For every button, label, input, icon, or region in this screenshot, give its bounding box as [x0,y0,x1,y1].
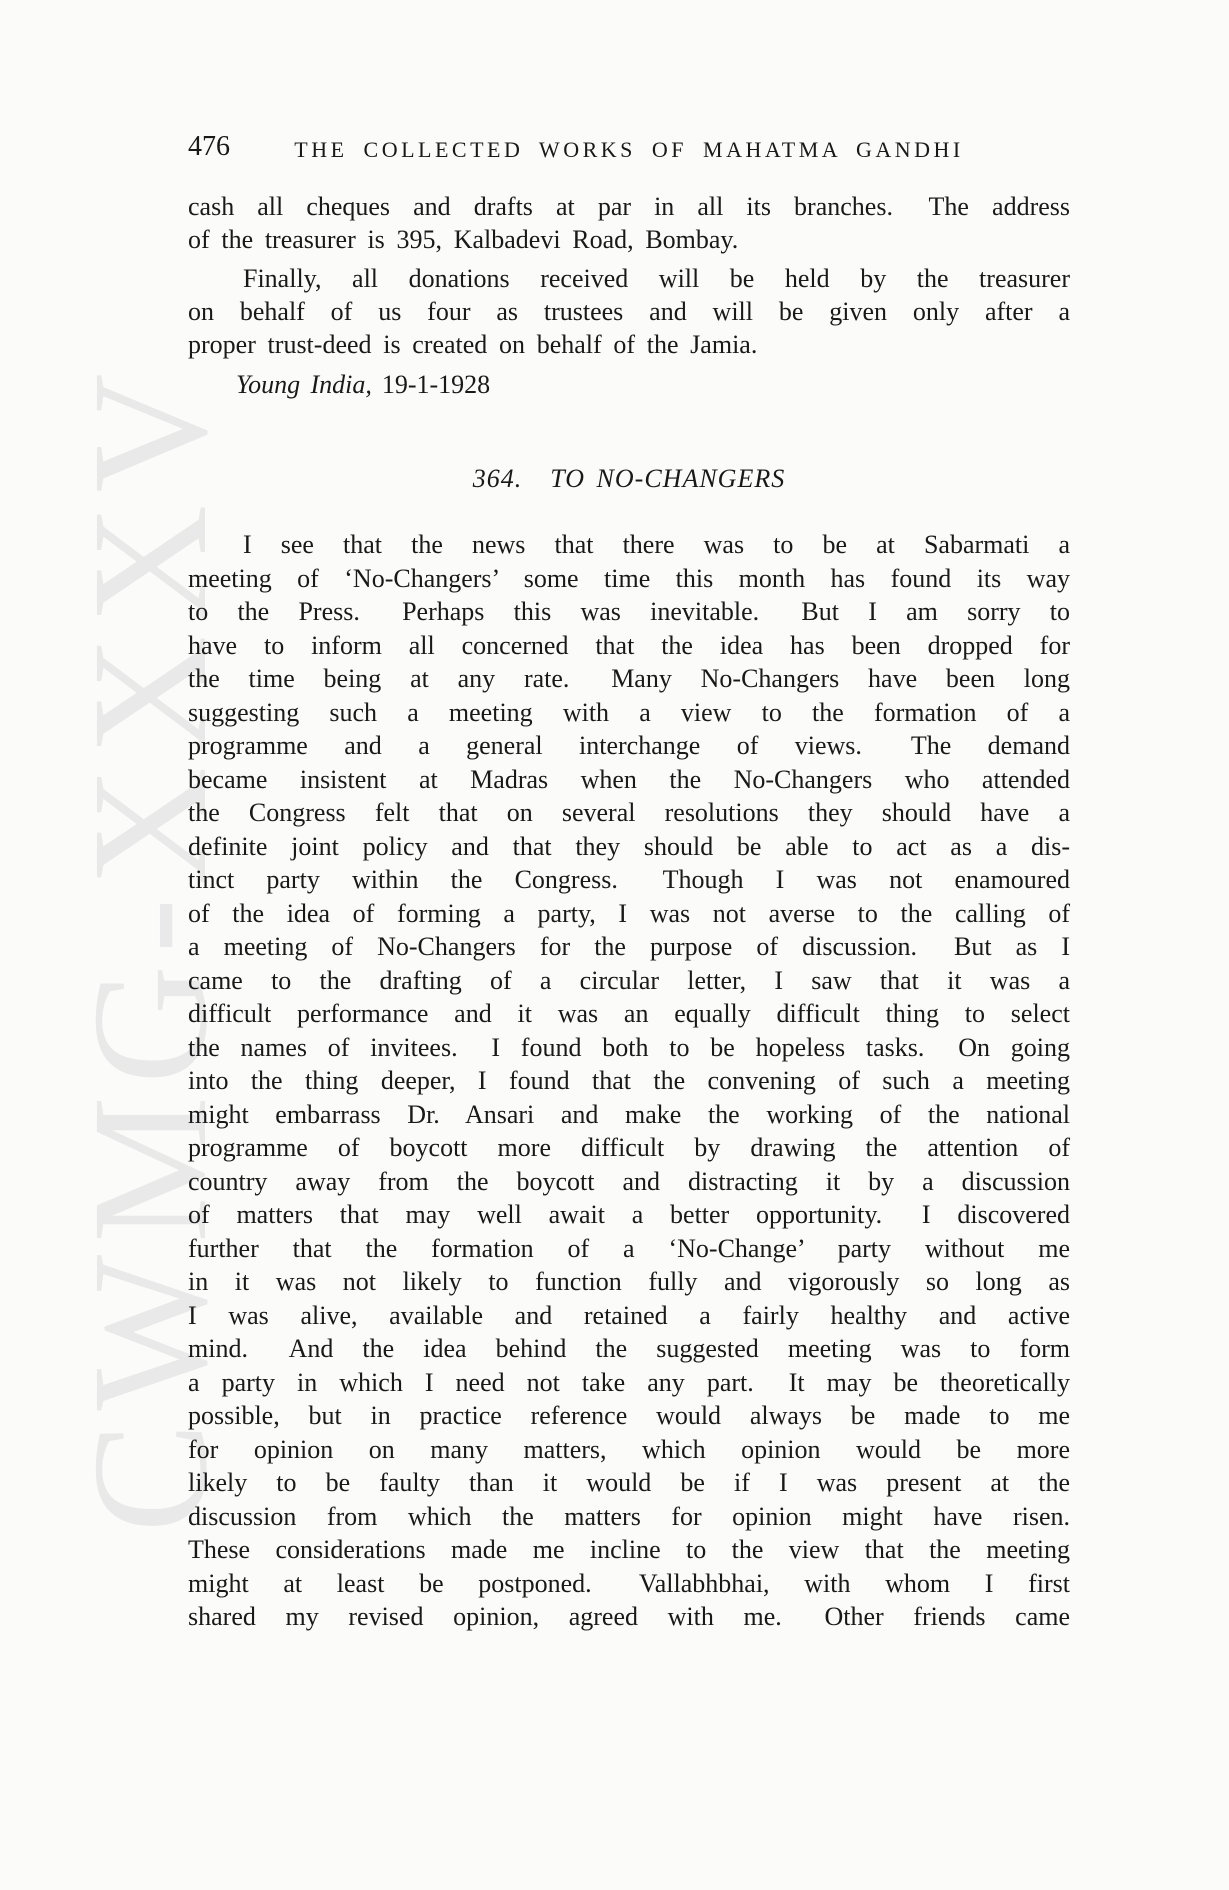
section-heading [188,462,1070,496]
text-column [188,132,1070,1634]
text-line: difficult performance and it was an equally difficult thing to select [188,999,1070,1028]
continuation-paragraph [188,190,1070,256]
source-date: 19-1-1928 [381,370,491,399]
text-line: might at least be postponed. Vallabhbhai, with whom I first [188,1568,1070,1598]
text-line: proper trust-deed is created on behalf of the Jamia. [188,330,758,359]
text-line: programme and a general interchange of views. The demand [188,731,1070,760]
text-line: further that the formation of a ‘No-Change’ party without me [188,1233,1070,1263]
text-line: meeting of ‘No-Changers’ some time this month has found its way [188,563,1070,593]
body-blocks [188,190,1070,1634]
text-line: I was alive, available and retained a fairly healthy and active [188,1300,1070,1330]
donations-paragraph [188,262,1070,361]
text-line: possible, but in practice reference would always be made to me [188,1401,1070,1430]
text-line: cash all cheques and drafts at par in all its branches. The address [188,192,1070,221]
text-line: came to the drafting of a circular letter, I saw that it was a [188,965,1070,995]
text-line: on behalf of us four as trustees and will be given only after a [188,297,1070,326]
text-line: of matters that may well await a better opportunity. I discovered [188,1200,1070,1229]
text-line: into the thing deeper, I found that the convening of such a meeting [188,1066,1070,1095]
text-line: likely to be faulty than it would be if I was present at the [188,1468,1070,1497]
text-line: programme of boycott more difficult by drawing the attention of [188,1133,1070,1162]
text-line: in it was not likely to function fully and vigorously so long as [188,1267,1070,1296]
text-line: shared my revised opinion, agreed with me. Other friends came [188,1602,1070,1631]
text-line: a party in which I need not take any part. It may be theoretically [188,1367,1070,1397]
text-line: of the idea of forming a party, I was not averse to the calling of [188,898,1070,928]
text-line: a meeting of No-Changers for the purpose of discussion. But as I [188,932,1070,961]
text-line: country away from the boycott and distracting it by a discussion [188,1166,1070,1196]
section-number: 364. [472,464,523,493]
text-line: discussion from which the matters for opinion might have risen. [188,1501,1070,1531]
text-line: tinct party within the Congress. Though I was not enamoured [188,865,1070,894]
running-title: THE COLLECTED WORKS OF MAHATMA GANDHI [294,137,964,162]
source-title: Young India, [236,370,372,399]
page-header [188,132,1070,190]
text-line: mind. And the idea behind the suggested meeting was to form [188,1334,1070,1363]
text-line: became insistent at Madras when the No-Changers who attended [188,764,1070,794]
page-number: 476 [188,131,230,162]
text-line: suggesting such a meeting with a view to the formation of a [188,697,1070,727]
text-line: of the treasurer is 395, Kalbadevi Road, Bombay. [188,225,739,254]
text-line: for opinion on many matters, which opinion would be more [188,1434,1070,1464]
text-line: have to inform all concerned that the idea has been dropped for [188,630,1070,660]
text-line: the names of invitees. I found both to be hopeless tasks. On going [188,1032,1070,1062]
text-line: might embarrass Dr. Ansari and make the working of the national [188,1099,1070,1129]
section-title: TO NO-CHANGERS [550,464,786,493]
text-line: I see that the news that there was to be at Sabarmati a [243,530,1070,559]
text-line: definite joint policy and that they should be able to act as a dis- [188,831,1070,861]
text-line: These considerations made me incline to the view that the meeting [188,1535,1070,1564]
text-line: Finally, all donations received will be held by the treasurer [243,264,1070,293]
text-line: the Congress felt that on several resolutions they should have a [188,798,1070,827]
main-paragraph [188,528,1070,1634]
source-citation [188,368,1070,401]
watermark-text: CWMG-XXXV [58,361,241,1533]
text-line: the time being at any rate. Many No-Changers have been long [188,664,1070,693]
text-line: to the Press. Perhaps this was inevitable. But I am sorry to [188,597,1070,626]
